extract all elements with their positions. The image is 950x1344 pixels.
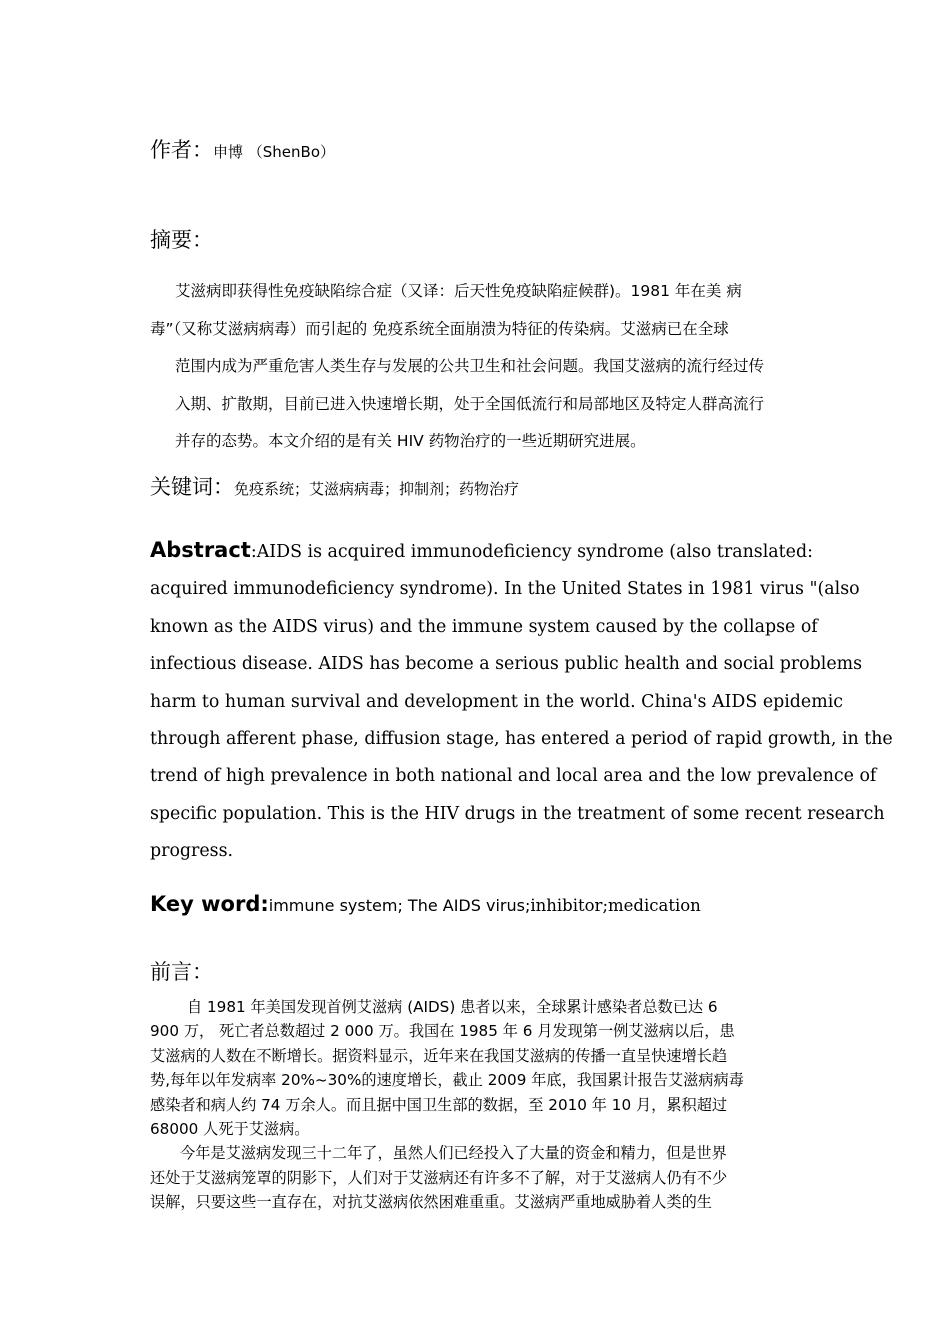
keywords-en-value-part2: inhibitor;medication — [530, 896, 701, 915]
abstract-en-body — [150, 532, 893, 871]
keywords-cn — [150, 471, 800, 501]
abstract-cn-line: 入期、扩散期，目前已进入快速增长期，处于全国低流行和局部地区及特定人群高流行 — [175, 394, 765, 413]
preface-line: 900 万， 死亡者总数超过 2 000 万。我国在 1985 年 6 月发现第一例艾滋病以后，患 — [150, 1022, 735, 1041]
abstract-cn-line: 并存的态势。本文介绍的是有关 HIV 药物治疗的一些近期研究进展。 — [175, 432, 646, 450]
abstract-cn-line: 毒”（又称艾滋病病毒）而引起的 免疫系统全面崩溃为特征的传染病。艾滋病已在全球 — [150, 319, 729, 338]
preface-line: 势,每年以年发病率 20%~30%的速度增长，截止 2009 年底，我国累计报告艾滋病病毒 — [150, 1071, 744, 1090]
abstract-cn-line: 范围内成为严重危害人类生存与发展的公共卫生和社会问题。我国艾滋病的流行经过传 — [175, 357, 765, 375]
preface-line: 误解，只要这些一直存在，对抗艾滋病依然困难重重。艾滋病严重地威胁着人类的生 — [150, 1193, 712, 1212]
preface-line: 感染者和病人约 74 万余人。而且据中国卫生部的数据，至 2010 年 10 月，累积超过 — [150, 1095, 728, 1114]
abstract-cn-heading: 摘要： — [150, 228, 213, 252]
keywords-en-value-part1: immune system; The AIDS virus; — [268, 896, 531, 915]
keywords-cn-value: 免疫系统；艾滋病病毒；抑制剂；药物治疗 — [234, 480, 520, 498]
preface-line: 还处于艾滋病笼罩的阴影下，人们对于艾滋病还有许多不了解，对于艾滋病人仍有不少 — [150, 1168, 728, 1187]
keywords-en — [150, 892, 800, 916]
abstract-en-line: progress. — [150, 841, 234, 862]
abstract-en-line: acquired immunodeficiency syndrome). In the United States in 1981 virus "(also — [150, 579, 860, 600]
abstract-en-line: specific population. This is the HIV drugs in the treatment of some recent research — [150, 803, 885, 824]
preface-body — [150, 995, 800, 1215]
preface-heading: 前言： — [150, 960, 213, 984]
abstract-en-label: Abstract — [150, 538, 251, 562]
preface-line: 今年是艾滋病发现三十二年了，虽然人们已经投入了大量的资金和精力，但是世界 — [180, 1144, 727, 1163]
abstract-en-line: through afferent phase, diffusion stage, has entered a period of rapid growth, in the — [150, 729, 893, 750]
abstract-en-line: known as the AIDS virus) and the immune system caused by the collapse of — [150, 616, 818, 637]
author-label: 作者： — [150, 138, 213, 162]
abstract-en-line: infectious disease. AIDS has become a serious public health and social problems — [150, 654, 863, 675]
abstract-en-first-text: :AIDS is acquired immunodeficiency syndrome (also translated: — [250, 542, 813, 562]
preface-line: 艾滋病的人数在不断增长。据资料显示，近年来在我国艾滋病的传播一直呈快速增长趋 — [150, 1046, 728, 1065]
abstract-cn-line: 艾滋病即获得性免疫缺陷综合症（又译：后天性免疫缺陷症候群)。1981 年在美 病 — [175, 282, 742, 300]
keywords-cn-label: 关键词： — [150, 475, 234, 499]
abstract-en-line: harm to human survival and development in the world. China's AIDS epidemic — [150, 691, 844, 712]
abstract-en-first-line — [150, 532, 813, 571]
author-name: 申博 （ShenBo） — [213, 143, 335, 161]
author-line — [150, 134, 800, 164]
abstract-en-line: trend of high prevalence in both national and local area and the low prevalence of — [150, 766, 877, 787]
preface-line: 自 1981 年美国发现首例艾滋病 (AIDS) 患者以来，全球累计感染者总数已达 6 — [187, 998, 718, 1016]
keywords-en-label: Key word: — [150, 892, 269, 916]
preface-line: 68000 人死于艾滋病。 — [150, 1120, 310, 1139]
abstract-cn-body — [150, 273, 800, 461]
